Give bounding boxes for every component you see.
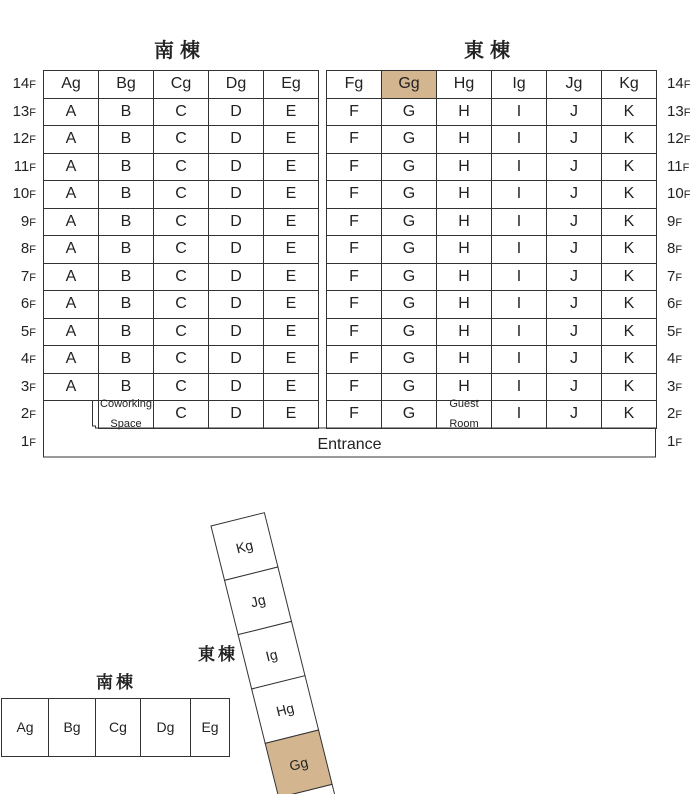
east-unit-cell: G	[381, 180, 437, 209]
floor-label: 3F	[667, 377, 683, 395]
south-unit-cell: C	[153, 318, 209, 347]
east-unit-cell: H	[436, 208, 492, 237]
south-unit-cell: E	[263, 208, 319, 237]
south-column-header: Bg	[98, 70, 154, 99]
east-unit-cell: J	[546, 98, 602, 127]
entrance-label: Entrance	[317, 435, 382, 453]
east-unit-cell: K	[601, 400, 657, 429]
svg-text:Bg: Bg	[63, 719, 81, 735]
south-unit-cell: B	[98, 290, 154, 319]
east-unit-cell: J	[546, 290, 602, 319]
plan-south-unit	[191, 699, 230, 757]
east-unit-cell: K	[601, 98, 657, 127]
east-unit-cell: G	[381, 290, 437, 319]
south-column-header: Cg	[153, 70, 209, 99]
south-unit-cell: E	[263, 125, 319, 154]
south-unit-cell: D	[208, 235, 264, 264]
south-unit-cell: D	[208, 318, 264, 347]
south-unit-cell: D	[208, 208, 264, 237]
south-unit-cell: C	[153, 345, 209, 374]
south-unit-cell: D	[208, 98, 264, 127]
floor-label: 6F	[667, 295, 683, 312]
south-unit-cell: A	[43, 98, 99, 127]
east-unit-cell: G	[381, 373, 437, 402]
east-unit-cell: G	[381, 263, 437, 292]
plan-south-unit	[141, 699, 191, 757]
east-column-header: Fg	[326, 70, 382, 99]
south-unit-cell: C	[153, 400, 209, 429]
east-unit-cell: I	[491, 208, 547, 237]
east-unit-cell: F	[326, 98, 382, 127]
floor-label: 5F	[667, 322, 683, 340]
south-unit-cell: E	[263, 263, 319, 292]
floor-label: 11F	[13, 157, 36, 175]
east-column-header: Jg	[546, 70, 602, 99]
east-unit-cell: K	[601, 208, 657, 237]
floor-label: 4F	[20, 350, 36, 367]
east-unit-cell: G	[381, 125, 437, 154]
south-unit-cell: D	[208, 125, 264, 154]
east-column-header: Kg	[601, 70, 657, 99]
east-unit-cell: I	[491, 345, 547, 374]
south-unit-cell: A	[43, 125, 99, 154]
east-unit-cell: K	[601, 290, 657, 319]
east-unit-cell: G	[381, 400, 437, 429]
south-unit-cell: D	[208, 263, 264, 292]
floor-label: 9F	[20, 212, 36, 230]
south-unit-cell: B	[98, 235, 154, 264]
south-unit-cell: D	[208, 345, 264, 374]
east-unit-cell: I	[491, 290, 547, 319]
east-unit-cell: F	[326, 345, 382, 374]
south-unit-cell: C	[153, 373, 209, 402]
plan-south-title: 南棟	[96, 673, 136, 693]
south-unit-cell: C	[153, 180, 209, 209]
floor-label: 13F	[12, 102, 36, 120]
east-unit-cell: F	[326, 263, 382, 292]
east-unit-cell: G	[381, 153, 437, 182]
east-unit-cell: I	[491, 263, 547, 292]
south-unit-cell: C	[153, 208, 209, 237]
east-unit-cell: F	[326, 400, 382, 429]
east-unit-cell: J	[546, 180, 602, 209]
east-unit-cell: G	[381, 318, 437, 347]
east-unit-cell: F	[326, 235, 382, 264]
east-unit-cell: K	[601, 373, 657, 402]
east-unit-cell: J	[546, 153, 602, 182]
south-unit-cell: D	[208, 153, 264, 182]
east-unit-cell: I	[491, 98, 547, 127]
floor-label: 8F	[20, 240, 36, 257]
east-unit-cell: I	[491, 400, 547, 429]
east-unit-cell: J	[546, 318, 602, 347]
east-unit-cell: F	[326, 153, 382, 182]
east-unit-cell: F	[326, 318, 382, 347]
south-unit-cell: B	[98, 345, 154, 374]
east-unit-cell: H	[436, 263, 492, 292]
svg-text:Jg: Jg	[248, 591, 268, 611]
plan-south-unit	[49, 699, 96, 757]
east-unit-cell: G	[381, 98, 437, 127]
east-column-header: Ig	[491, 70, 547, 99]
floor-label: 5F	[20, 322, 36, 340]
east-unit-cell: J	[546, 235, 602, 264]
floor-label: 7F	[20, 267, 36, 285]
south-unit-cell: D	[208, 290, 264, 319]
south-unit-cell: B	[98, 98, 154, 127]
south-unit-cell: E	[263, 400, 319, 429]
south-unit-cell: A	[43, 290, 99, 319]
east-unit-cell: K	[601, 180, 657, 209]
south-unit-cell: B	[98, 208, 154, 237]
floor-label: 6F	[20, 295, 36, 312]
floor-label: 9F	[667, 212, 683, 230]
south-unit-cell: D	[208, 180, 264, 209]
plan-south-unit	[2, 699, 49, 757]
svg-text:Eg: Eg	[201, 719, 219, 735]
south-unit-cell: C	[153, 125, 209, 154]
south-unit-cell: E	[263, 290, 319, 319]
floor-label: 7F	[667, 267, 683, 285]
east-unit-cell: F	[326, 208, 382, 237]
south-building-title: 南棟	[154, 38, 206, 62]
south-unit-cell: E	[263, 235, 319, 264]
south-unit-cell: E	[263, 345, 319, 374]
east-unit-cell: K	[601, 263, 657, 292]
east-unit-cell: H	[436, 98, 492, 127]
east-unit-cell: K	[601, 153, 657, 182]
east-unit-cell: H	[436, 290, 492, 319]
south-unit-cell: E	[263, 180, 319, 209]
south-unit-cell: A	[43, 153, 99, 182]
south-unit-cell: B	[98, 180, 154, 209]
svg-text:Hg: Hg	[274, 699, 296, 720]
south-unit-cell: B	[98, 318, 154, 347]
svg-text:Ig: Ig	[263, 646, 280, 665]
south-unit-cell: A	[43, 263, 99, 292]
east-unit-cell: J	[546, 400, 602, 429]
east-unit-cell: J	[546, 345, 602, 374]
east-unit-cell: H	[436, 318, 492, 347]
plan-diagram	[0, 480, 700, 794]
floor-label: 2F	[667, 405, 683, 422]
svg-text:Gg: Gg	[287, 753, 310, 774]
floor-label: 2F	[20, 405, 36, 422]
floor-label: 10F	[12, 185, 36, 202]
floor-label: 3F	[20, 377, 36, 395]
guest-room-cell: Guest Room	[436, 400, 492, 429]
south-unit-cell: A	[43, 318, 99, 347]
east-unit-cell: G	[381, 208, 437, 237]
east-unit-cell: K	[601, 125, 657, 154]
south-unit-cell: E	[263, 373, 319, 402]
south-column-header: Ag	[43, 70, 99, 99]
east-unit-cell: J	[546, 373, 602, 402]
east-unit-cell: J	[546, 208, 602, 237]
east-unit-cell: H	[436, 235, 492, 264]
east-unit-cell: G	[381, 345, 437, 374]
south-unit-cell: A	[43, 345, 99, 374]
floor-label: 12F	[12, 130, 36, 147]
east-unit-cell: H	[436, 180, 492, 209]
floor-label: 8F	[667, 240, 683, 257]
svg-text:Dg: Dg	[156, 719, 175, 735]
east-column-header: Gg	[381, 70, 437, 99]
east-unit-cell: H	[436, 153, 492, 182]
plan-south-unit	[96, 699, 141, 757]
floor-label: 13F	[667, 102, 691, 120]
east-unit-cell: F	[326, 125, 382, 154]
east-unit-cell: F	[326, 373, 382, 402]
east-column-header: Hg	[436, 70, 492, 99]
east-unit-cell: K	[601, 318, 657, 347]
svg-text:Kg: Kg	[234, 536, 255, 557]
floor-label: 10F	[667, 185, 691, 202]
east-unit-cell: J	[546, 263, 602, 292]
east-unit-cell: F	[326, 290, 382, 319]
floor-label: 11F	[667, 157, 690, 175]
south-unit-cell: E	[263, 98, 319, 127]
south-unit-cell: B	[98, 373, 154, 402]
floor-label: 4F	[667, 350, 683, 367]
floor-label: 1F	[667, 432, 683, 450]
east-unit-cell: K	[601, 235, 657, 264]
south-unit-cell: E	[263, 318, 319, 347]
east-unit-cell: H	[436, 373, 492, 402]
east-unit-cell: J	[546, 125, 602, 154]
south-unit-cell: C	[153, 263, 209, 292]
south-column-header: Dg	[208, 70, 264, 99]
south-unit-cell: B	[98, 263, 154, 292]
east-unit-cell: I	[491, 180, 547, 209]
east-unit-cell: I	[491, 125, 547, 154]
south-unit-cell: A	[43, 208, 99, 237]
south-unit-cell: B	[98, 125, 154, 154]
south-unit-cell: C	[153, 235, 209, 264]
east-unit-cell: H	[436, 125, 492, 154]
east-unit-cell: I	[491, 153, 547, 182]
floor-label: 14F	[667, 75, 691, 92]
svg-text:Cg: Cg	[109, 719, 127, 735]
south-unit-cell: C	[153, 153, 209, 182]
east-building-title: 東棟	[464, 38, 516, 62]
east-unit-cell: K	[601, 345, 657, 374]
south-unit-cell: D	[208, 373, 264, 402]
plan-east-title: 東棟	[198, 645, 238, 665]
east-unit-cell: I	[491, 235, 547, 264]
south-unit-cell: B	[98, 153, 154, 182]
south-unit-cell: E	[263, 153, 319, 182]
floor-label: 14F	[12, 75, 36, 92]
south-unit-cell: A	[43, 373, 99, 402]
east-unit-cell: I	[491, 318, 547, 347]
south-column-header: Eg	[263, 70, 319, 99]
south-unit-cell: A	[43, 180, 99, 209]
south-unit-cell: A	[43, 235, 99, 264]
east-unit-cell: F	[326, 180, 382, 209]
floor-label: 1F	[20, 432, 36, 450]
south-unit-cell: D	[208, 400, 264, 429]
floor-label: 12F	[667, 130, 691, 147]
svg-text:Ag: Ag	[16, 719, 34, 735]
coworking-space-cell: Coworking Space	[98, 400, 154, 429]
east-unit-cell: I	[491, 373, 547, 402]
south-unit-cell: C	[153, 98, 209, 127]
south-unit-cell: C	[153, 290, 209, 319]
east-unit-cell: G	[381, 235, 437, 264]
east-unit-cell: H	[436, 345, 492, 374]
